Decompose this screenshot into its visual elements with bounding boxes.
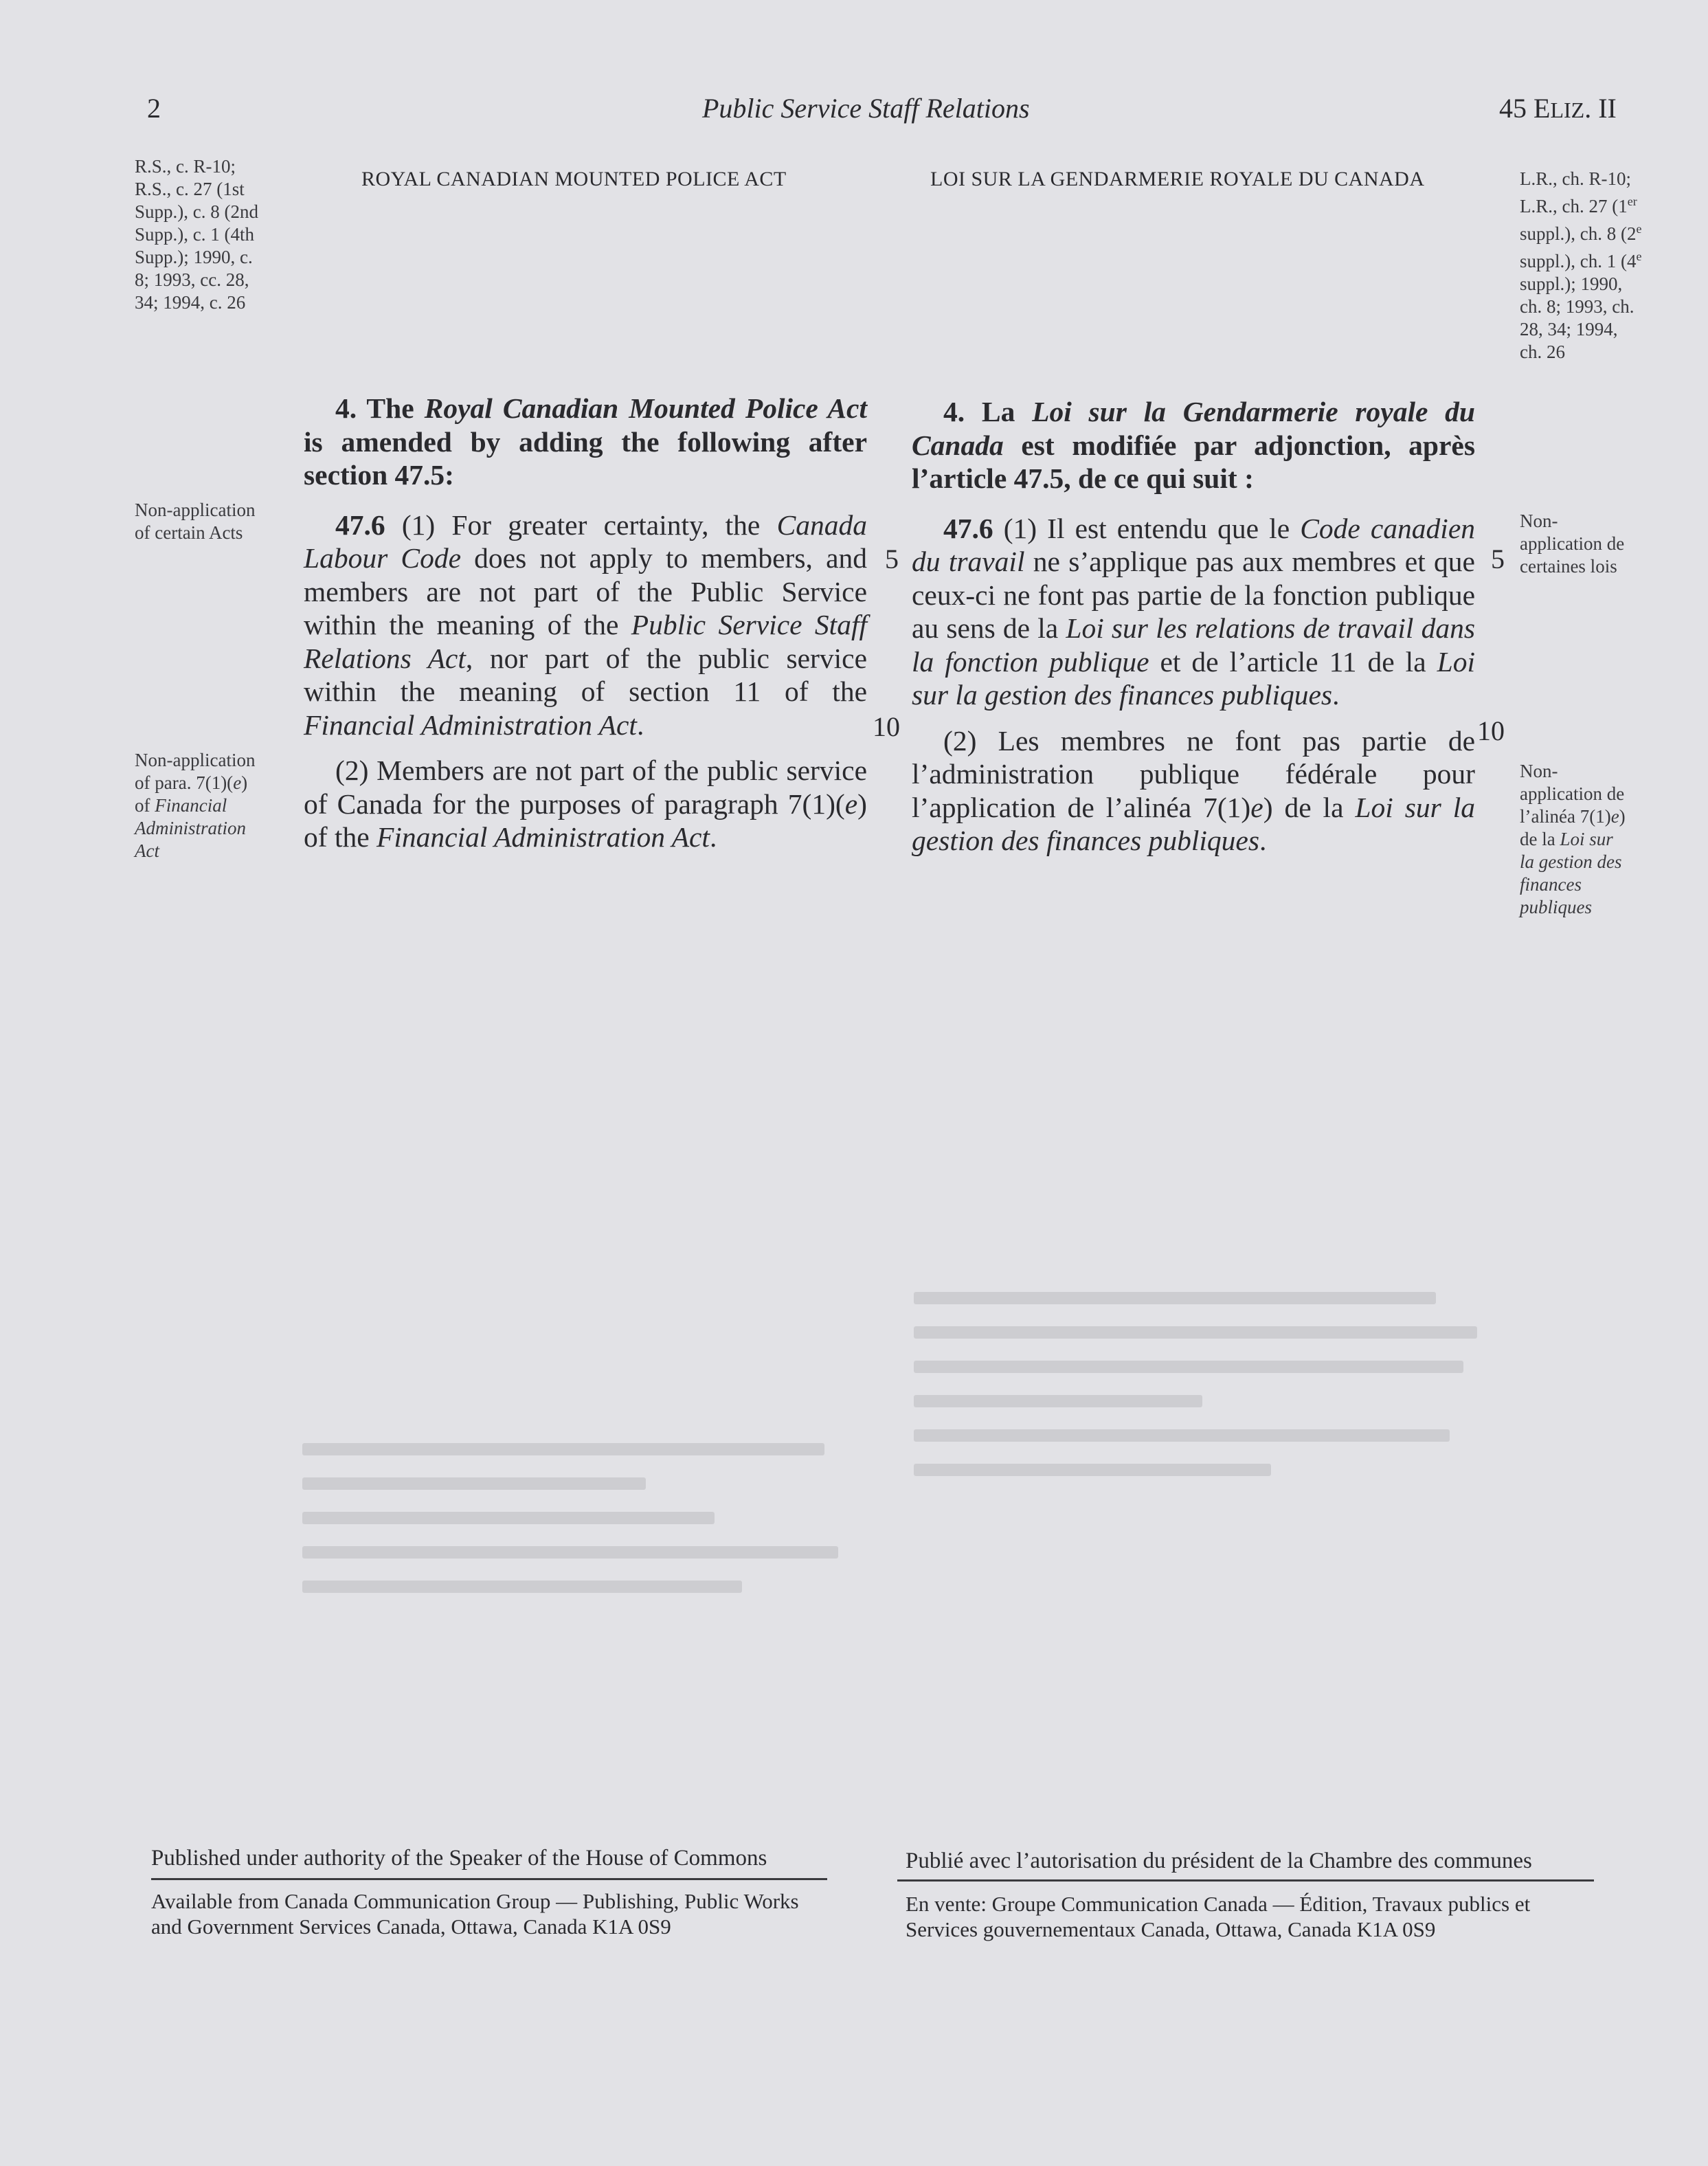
french-column <box>912 395 1475 858</box>
line-number-fr-10: 10 <box>1477 715 1505 746</box>
margin-note-citation-en: R.S., c. R-10; R.S., c. 27 (1st Supp.), c. 8 (2nd Supp.), c. 1 (4th Supp.); 1990, c. 8; 1993, cc. 28, 34; 1994, c. 26 <box>135 156 258 313</box>
act-title-fr: LOI SUR LA GENDARMERIE ROYALE DU CANADA <box>930 168 1425 190</box>
margin-note-non-application-en: Non-application of certain Acts <box>135 500 256 543</box>
bleed-through-artifact-left <box>302 1443 866 1615</box>
regnal-year: 45 ELIZ. II <box>1499 93 1617 124</box>
subsection-1-en: 47.6 (1) For greater certainty, the Canada Labour Code does not apply to members, and members are not part of the Public Service within the meaning of the Public Service Staff Relations Act, nor part of the public service within the meaning of section 11 of the Financial Administration Act. <box>304 509 868 741</box>
subsection-2-en: (2) Members are not part of the public service of Canada for the purposes of paragraph 7(1)(e) of the Financial Administration Act. <box>304 755 867 853</box>
subsection-2-fr: (2) Les membres ne font pas partie de l’administration publique fédérale pour l’application de l’alinéa 7(1)e) de la Loi sur la gestion des finances publiques. <box>912 724 1475 856</box>
page-number: 2 <box>147 93 161 124</box>
margin-note-non-application-fr: Non-application de certaines lois <box>1520 511 1625 577</box>
footer-rule-en <box>151 1878 827 1880</box>
margin-note-citation-fr: L.R., ch. R-10; L.R., ch. 27 (1er suppl.), ch. 8 (2e suppl.), ch. 1 (4e suppl.); 1990, ch. 8; 1993, ch. 28, 34; 1994, ch. 26 <box>1520 168 1642 362</box>
section-heading-en: 4. The Royal Canadian Mounted Police Act is amended by adding the following after section 47.5: <box>304 392 867 491</box>
line-number-en-10: 10 <box>873 711 900 742</box>
margin-note-para-7-fr: Non-application de l’alinéa 7(1)e) de la Loi sur la gestion des finances publiques <box>1520 761 1626 917</box>
footer-rule-fr <box>897 1879 1594 1882</box>
subsection-1-fr: 47.6 (1) Il est entendu que le Code canadien du travail ne s’applique pas aux membres et que ceux-ci ne font pas partie de la fonction publique au sens de la Loi sur les relations de travail dans la fonction publique et de l’article 11 de la Loi sur la gestion des finances publiques. <box>912 512 1476 711</box>
section-heading-fr: 4. La Loi sur la Gendarmerie royale du Canada est modifiée par adjonction, après l’article 47.5, de ce qui suit : <box>912 396 1475 494</box>
line-number-en-5: 5 <box>885 544 899 574</box>
line-number-fr-5: 5 <box>1491 544 1505 574</box>
english-column <box>304 392 867 854</box>
act-title-en: ROYAL CANADIAN MOUNTED POLICE ACT <box>361 168 787 190</box>
footer-authority-en: Published under authority of the Speaker of the House of Commons <box>151 1846 767 1871</box>
running-title: Public Service Staff Relations <box>702 93 1030 124</box>
footer-available-en: Available from Canada Communication Group — Publishing, Public Works and Government Services Canada, Ottawa, Canada K1A 0S9 <box>151 1889 799 1939</box>
footer-authority-fr: Publié avec l’autorisation du président de la Chambre des communes <box>906 1849 1532 1873</box>
margin-note-para-7-en: Non-application of para. 7(1)(e) of Financial Administration Act <box>135 750 256 861</box>
bleed-through-artifact <box>914 1292 1477 1498</box>
footer-available-fr: En vente: Groupe Communication Canada — Édition, Travaux publics et Services gouvernementaux Canada, Ottawa, Canada K1A 0S9 <box>906 1892 1531 1941</box>
